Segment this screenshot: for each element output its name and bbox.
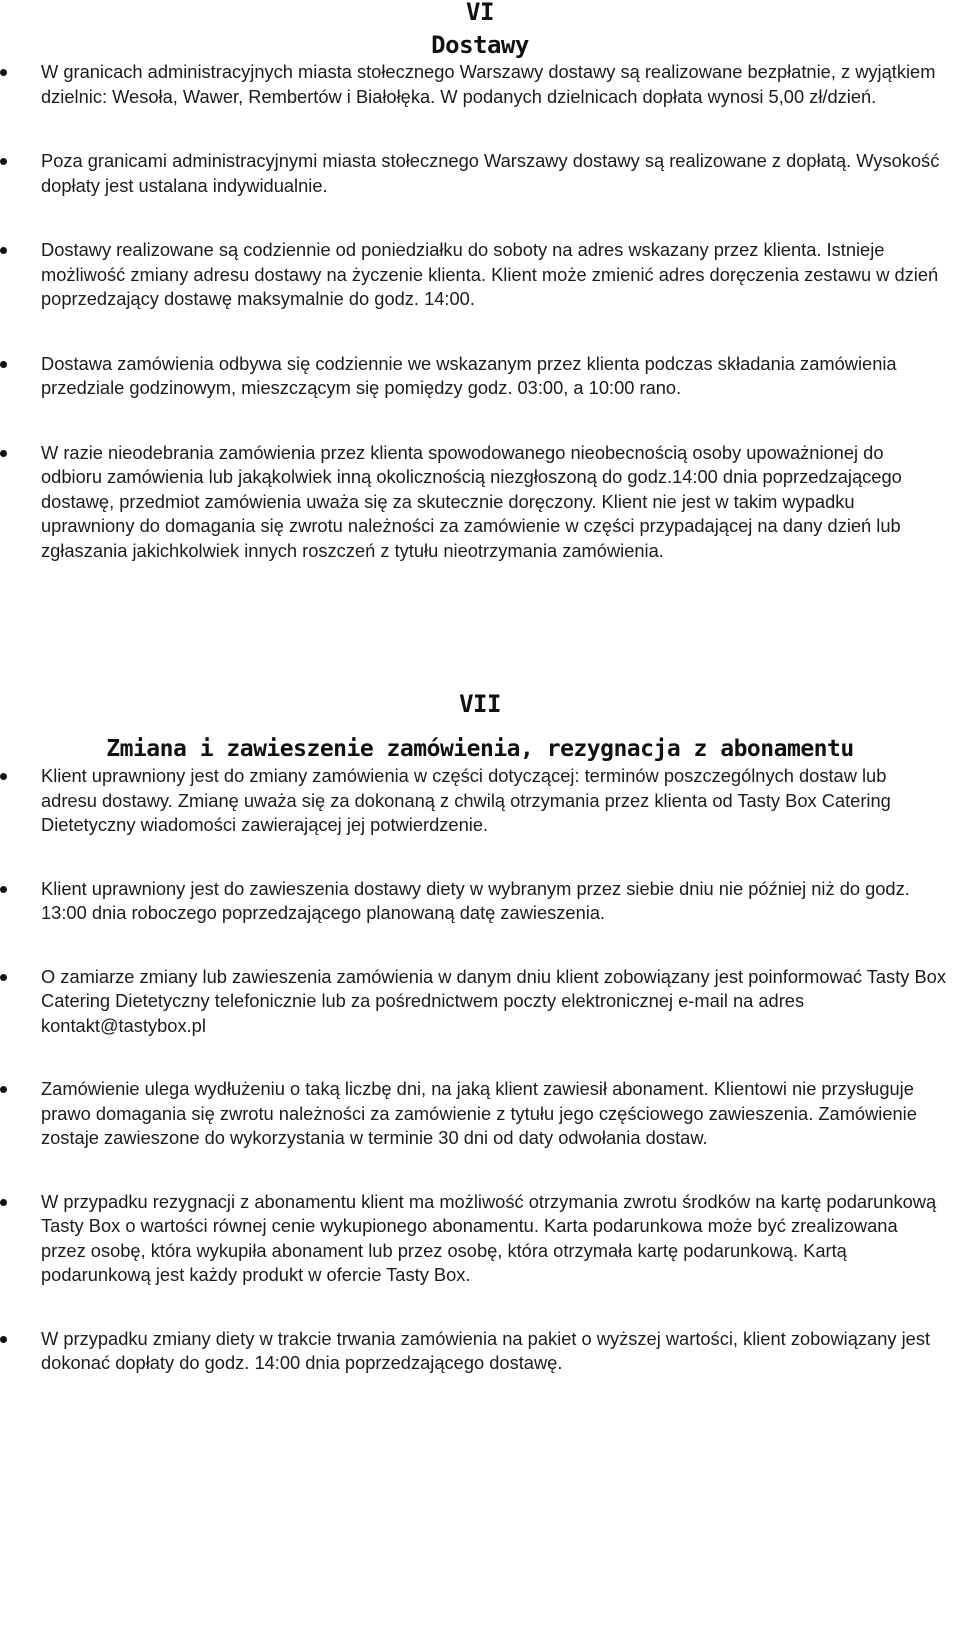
list-item-text: Dostawy realizowane są codziennie od poniedziałku do soboty na adres wskazany przez klienta. Istnieje możliwość zmiany adresu dostawy na życzenie klienta. Klient może zmienić adres doręczenia zestawu w dzień poprzedzający dostawę maksymalnie do godz. 14:00. xyxy=(41,239,939,309)
list-item-text: Zamówienie ulega wydłużeniu o taką liczbę dni, na jaką klient zawiesił abonament. Klientowi nie przysługuje prawo domagania się zwrotu należności za zamówienie z tytułu jego częściowego zawieszenia. Zamówienie zostaje zawieszone do wykorzystania w terminie 30 dni od daty odwołania dostaw. xyxy=(41,1078,917,1148)
list-item xyxy=(0,1190,960,1288)
section-6-number: VI xyxy=(466,0,494,26)
list-item-text: Dostawa zamówienia odbywa się codziennie we wskazanym przez klienta podczas składania zamówienia przedziale godzinowym, mieszczącym się pomiędzy godz. 03:00, a 10:00 rano. xyxy=(41,352,897,398)
section-6-title: Dostawy xyxy=(431,31,529,59)
section-7-heading xyxy=(0,690,960,764)
section-7-list xyxy=(0,764,960,1376)
bullet-icon xyxy=(0,1199,7,1206)
bullet-icon xyxy=(0,773,7,780)
bullet-icon xyxy=(0,974,7,981)
list-item xyxy=(0,149,960,198)
list-item-text: Klient uprawniony jest do zmiany zamówienia w części dotyczącej: terminów poszczególnych dostaw lub adresu dostawy. Zmianę uważa się za dokonaną z chwilą otrzymania przez klienta od Tasty Box Catering Dietetyczny wiadomości zawierającej jej potwierdzenie. xyxy=(41,765,891,835)
bullet-icon xyxy=(0,1336,7,1343)
list-item-text: W razie nieodebrania zamówienia przez klienta spowodowanego nieobecnością osoby upoważnionej do odbioru zamówienia lub jakąkolwiek inną okolicznością niezgłoszoną do godz.14:00 dnia poprzedzającego dostawę, przedmiot zamówienia uważa się za skutecznie doręczony. Klient nie jest w takim wypadku uprawniony do domagania się zwrotu należności za zamówienie w części przypadającej na dany dzień lub zgłaszania jakichkolwiek innych roszczeń z tytułu nieotrzymania zamówienia. xyxy=(41,441,902,561)
list-item xyxy=(0,1327,960,1376)
bullet-icon xyxy=(0,886,7,893)
list-item-text: O zamiarze zmiany lub zawieszenia zamówienia w danym dniu klient zobowiązany jest poinformować Tasty Box Catering Dietetyczny telefonicznie lub za pośrednictwem poczty elektronicznej e-mail na adres kontakt@tastybox.pl xyxy=(41,965,946,1036)
bullet-icon xyxy=(0,158,7,165)
list-item xyxy=(0,764,960,838)
list-item-text: W przypadku zmiany diety w trakcie trwania zamówienia na pakiet o wyższej wartości, klient zobowiązany jest dokonać dopłaty do godz. 14:00 dnia poprzedzającego dostawę. xyxy=(41,1327,931,1373)
list-item xyxy=(0,352,960,401)
list-item xyxy=(0,1077,960,1151)
section-6-list xyxy=(0,60,960,563)
section-7-title: Zmiana i zawieszenie zamówienia, rezygnacja z abonamentu xyxy=(106,736,854,762)
bullet-icon xyxy=(0,247,7,254)
list-item xyxy=(0,965,960,1039)
list-item xyxy=(0,60,960,109)
list-item xyxy=(0,441,960,564)
list-item-text: Klient uprawniony jest do zawieszenia dostawy diety w wybranym przez siebie dniu nie później niż do godz. 13:00 dnia roboczego poprzedzającego planowaną datę zawieszenia. xyxy=(41,877,910,923)
bullet-icon xyxy=(0,361,7,368)
list-item-text: W granicach administracyjnych miasta stołecznego Warszawy dostawy są realizowane bezpłatnie, z wyjątkiem dzielnic: Wesoła, Wawer, Rembertów i Białołęka. W podanych dzielnicach dopłata wynosi 5,00 zł/dzień. xyxy=(41,61,936,107)
bullet-icon xyxy=(0,69,7,76)
list-item xyxy=(0,238,960,312)
section-7-number: VII xyxy=(459,690,501,718)
list-item-text: W przypadku rezygnacji z abonamentu klient ma możliwość otrzymania zwrotu środków na kartę podarunkową Tasty Box o wartości równej cenie wykupionego abonamentu. Karta podarunkowa może być zrealizowana przez osobę, która wykupiła abonament lub przez osobę, która otrzymała kartę podarunkową. Kartą podarunkową jest każdy produkt w ofercie Tasty Box. xyxy=(41,1190,937,1285)
list-item xyxy=(0,877,960,926)
bullet-icon xyxy=(0,450,7,457)
bullet-icon xyxy=(0,1086,7,1093)
section-6-heading xyxy=(0,0,960,60)
list-item-text: Poza granicami administracyjnymi miasta stołecznego Warszawy dostawy są realizowane z dopłatą. Wysokość dopłaty jest ustalana indywidualnie. xyxy=(41,150,940,196)
